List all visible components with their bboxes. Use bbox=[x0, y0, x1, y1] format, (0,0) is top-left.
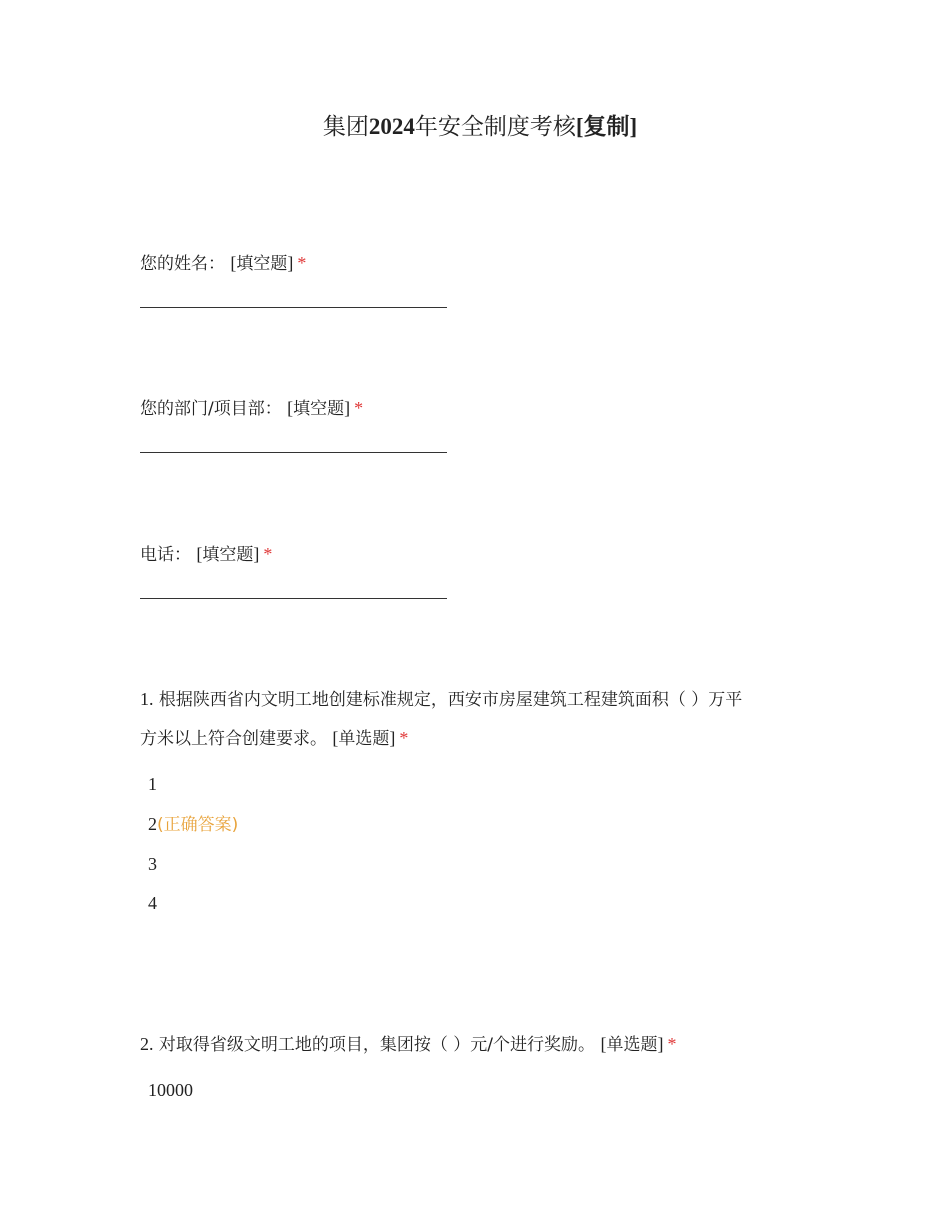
title-suffix: [复制] bbox=[575, 114, 638, 139]
question-text: 对取得省级文明工地的项目，集团按（ ）元/个进行奖励。 bbox=[158, 1035, 596, 1055]
correct-answer-tag: (正确答案) bbox=[157, 815, 239, 835]
question-type: 单选题 bbox=[338, 729, 390, 749]
field-label: 您的姓名： bbox=[140, 254, 225, 274]
type-bracket-close: ] bbox=[657, 1034, 664, 1054]
question-1-option-1[interactable] bbox=[148, 772, 157, 796]
question-text: 根据陕西省内文明工地创建标准规定，西安市房屋建筑工程建筑面积（ ）万平 bbox=[158, 690, 743, 710]
question-1-line2 bbox=[140, 719, 810, 758]
option-label: 10000 bbox=[148, 1080, 193, 1100]
option-label: 3 bbox=[148, 854, 157, 874]
question-type: 填空题 bbox=[293, 399, 345, 419]
department-input-line[interactable] bbox=[140, 452, 447, 453]
type-bracket-close: ] bbox=[287, 253, 294, 273]
field-name-label bbox=[140, 244, 306, 283]
type-bracket-open: [ bbox=[230, 253, 237, 273]
question-1-option-4[interactable] bbox=[148, 891, 157, 915]
required-marker: * bbox=[667, 1034, 677, 1054]
question-1-option-3[interactable] bbox=[148, 852, 157, 876]
field-label: 您的部门/项目部： bbox=[140, 399, 282, 419]
required-marker: * bbox=[354, 398, 364, 418]
type-bracket-close: ] bbox=[389, 728, 396, 748]
type-bracket-close: ] bbox=[344, 398, 351, 418]
question-type: 填空题 bbox=[236, 254, 288, 274]
question-2-option-1[interactable] bbox=[148, 1078, 193, 1102]
required-marker: * bbox=[263, 544, 273, 564]
type-bracket-open: [ bbox=[196, 544, 203, 564]
required-marker: * bbox=[297, 253, 307, 273]
type-bracket-open: [ bbox=[332, 728, 339, 748]
title-prefix: 集团 bbox=[322, 114, 369, 140]
question-1-text bbox=[140, 680, 810, 758]
type-bracket-open: [ bbox=[287, 398, 294, 418]
question-2-text bbox=[140, 1025, 810, 1064]
question-type: 填空题 bbox=[202, 545, 254, 565]
page-title bbox=[0, 108, 950, 141]
question-number: 1. bbox=[140, 689, 154, 709]
type-bracket-open: [ bbox=[600, 1034, 607, 1054]
question-type: 单选题 bbox=[606, 1035, 658, 1055]
question-1-option-2[interactable] bbox=[148, 812, 238, 837]
required-marker: * bbox=[399, 728, 409, 748]
phone-input-line[interactable] bbox=[140, 598, 447, 599]
option-label: 1 bbox=[148, 774, 157, 794]
question-number: 2. bbox=[140, 1034, 154, 1054]
field-phone-label bbox=[140, 535, 272, 574]
option-label: 4 bbox=[148, 893, 157, 913]
question-text-cont: 方米以上符合创建要求。 bbox=[140, 729, 327, 749]
title-mid: 年安全制度考核 bbox=[414, 114, 576, 140]
question-1-line1 bbox=[140, 680, 810, 719]
type-bracket-close: ] bbox=[253, 544, 260, 564]
option-label: 2 bbox=[148, 814, 157, 834]
field-department-label bbox=[140, 389, 363, 428]
title-year: 2024 bbox=[368, 114, 415, 139]
field-label: 电话： bbox=[140, 545, 191, 565]
name-input-line[interactable] bbox=[140, 307, 447, 308]
